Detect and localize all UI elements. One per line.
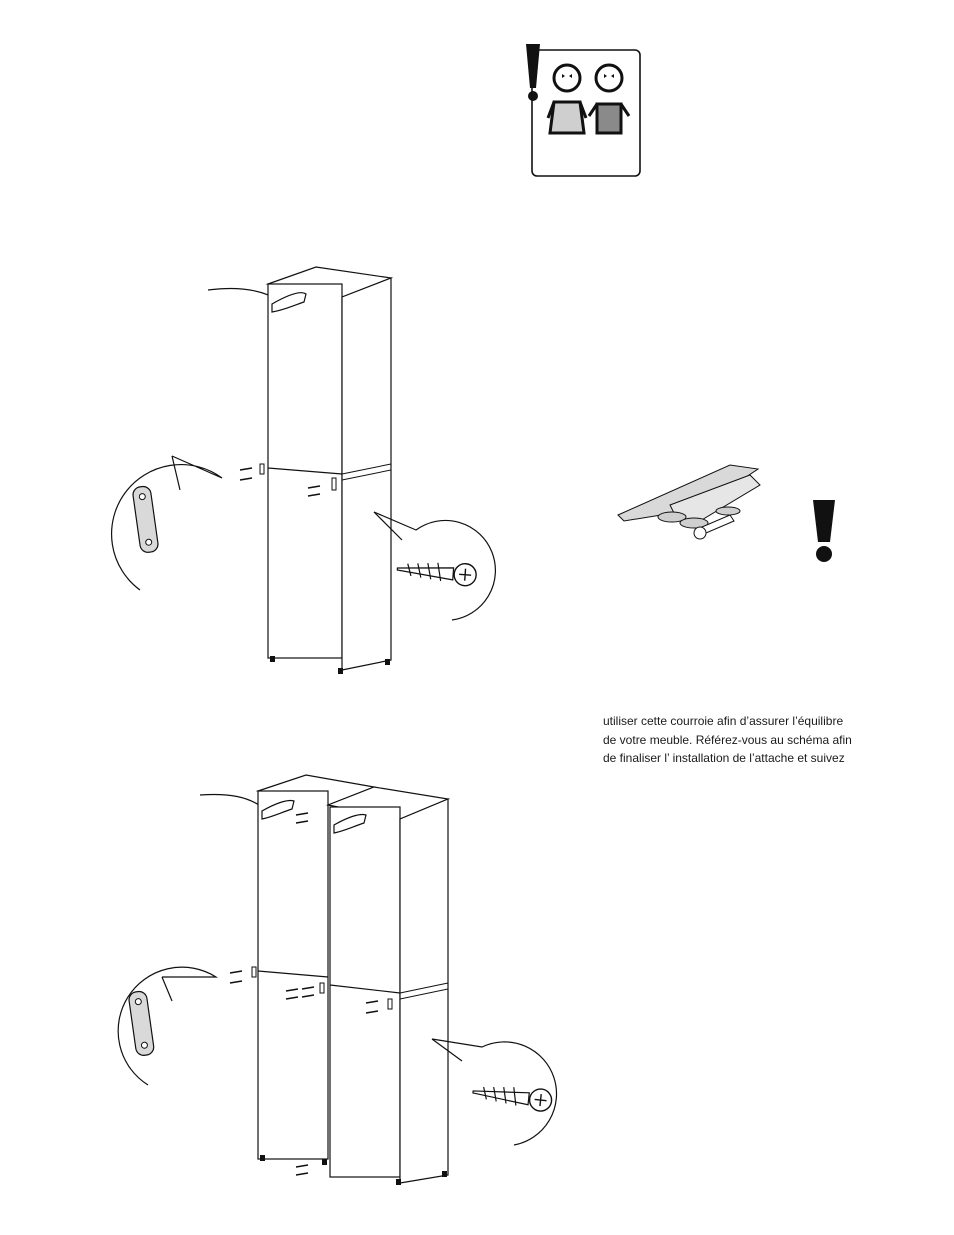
safety-strap-kit-icon [610, 455, 770, 555]
instruction-line-2: de votre meuble. Référez-vous au schéma afin [603, 732, 852, 747]
single-cabinet-diagram [80, 260, 520, 680]
instruction-line-1: utiliser cette courroie afin d’assurer l’équilibre [603, 714, 844, 728]
double-cabinet-diagram [70, 765, 570, 1195]
two-person-assembly-icon [520, 40, 645, 180]
two-person-pictogram [520, 40, 645, 180]
instruction-line-3: de finaliser l’ installation de l’attache et suivez [603, 751, 845, 765]
exclamation-warning-icon [810, 498, 840, 564]
instruction-text [603, 712, 903, 768]
